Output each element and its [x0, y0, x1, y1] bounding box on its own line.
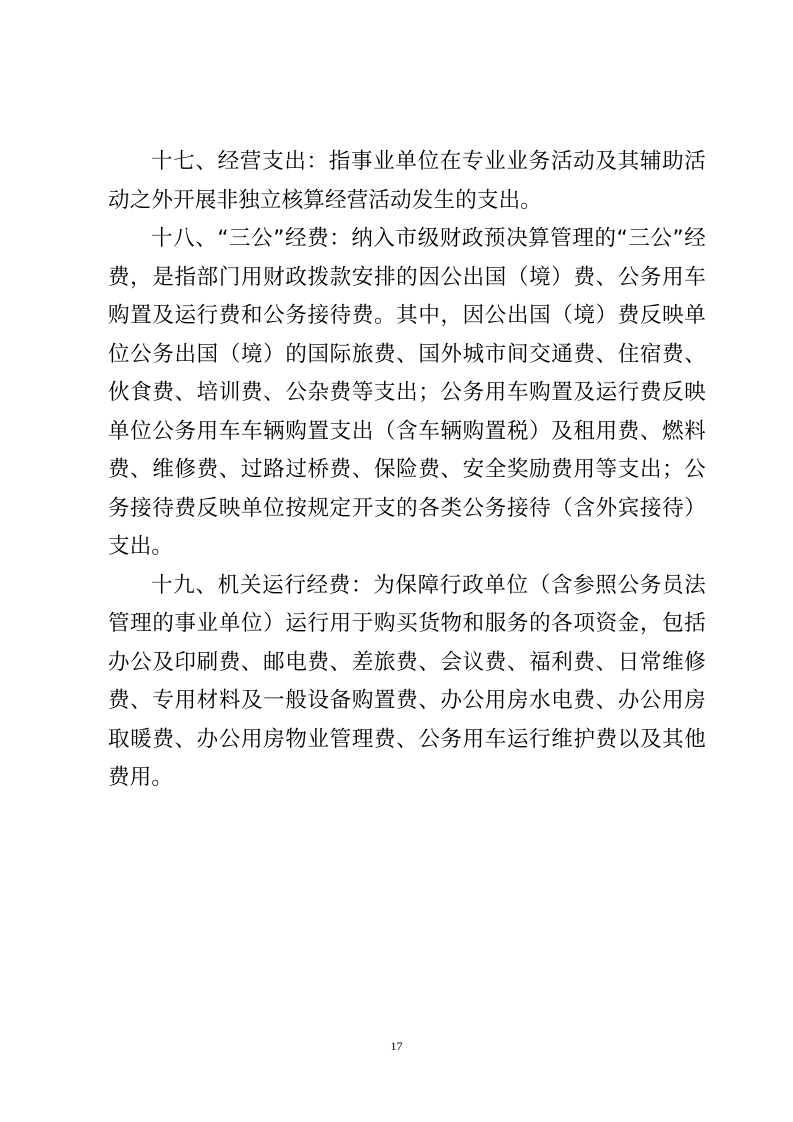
- paragraph-agency-operating-expenses: 十九、机关运行经费：为保障行政单位（含参照公务员法管理的事业单位）运行用于购买货物和服务的各项资金，包括办公及印刷费、邮电费、差旅费、会议费、福利费、日常维修费、专用材料及一般设备购置费、办公用房水电费、办公用房取暖费、办公用房物业管理费、公务用车运行维护费以及其他费用。: [108, 572, 706, 790]
- page-number: 17: [390, 1039, 403, 1053]
- paragraph-operating-expenses: 十七、经营支出：指事业单位在专业业务活动及其辅助活动之外开展非独立核算经营活动发生的支出。: [108, 149, 706, 213]
- document-body: [108, 143, 706, 798]
- paragraph-three-public-expenses: 十八、“三公”经费：纳入市级财政预决算管理的“三公”经费，是指部门用财政拨款安排的因公出国（境）费、公务用车购置及运行费和公务接待费。其中，因公出国（境）费反映单位公务出国（境）的国际旅费、国外城市间交通费、住宿费、伙食费、培训费、公杂费等支出；公务用车购置及运行费反映单位公务用车车辆购置支出（含车辆购置税）及租用费、燃料费、维修费、过路过桥费、保险费、安全奖励费用等支出；公务接待费反映单位按规定开支的各类公务接待（含外宾接待）支出。: [108, 226, 706, 559]
